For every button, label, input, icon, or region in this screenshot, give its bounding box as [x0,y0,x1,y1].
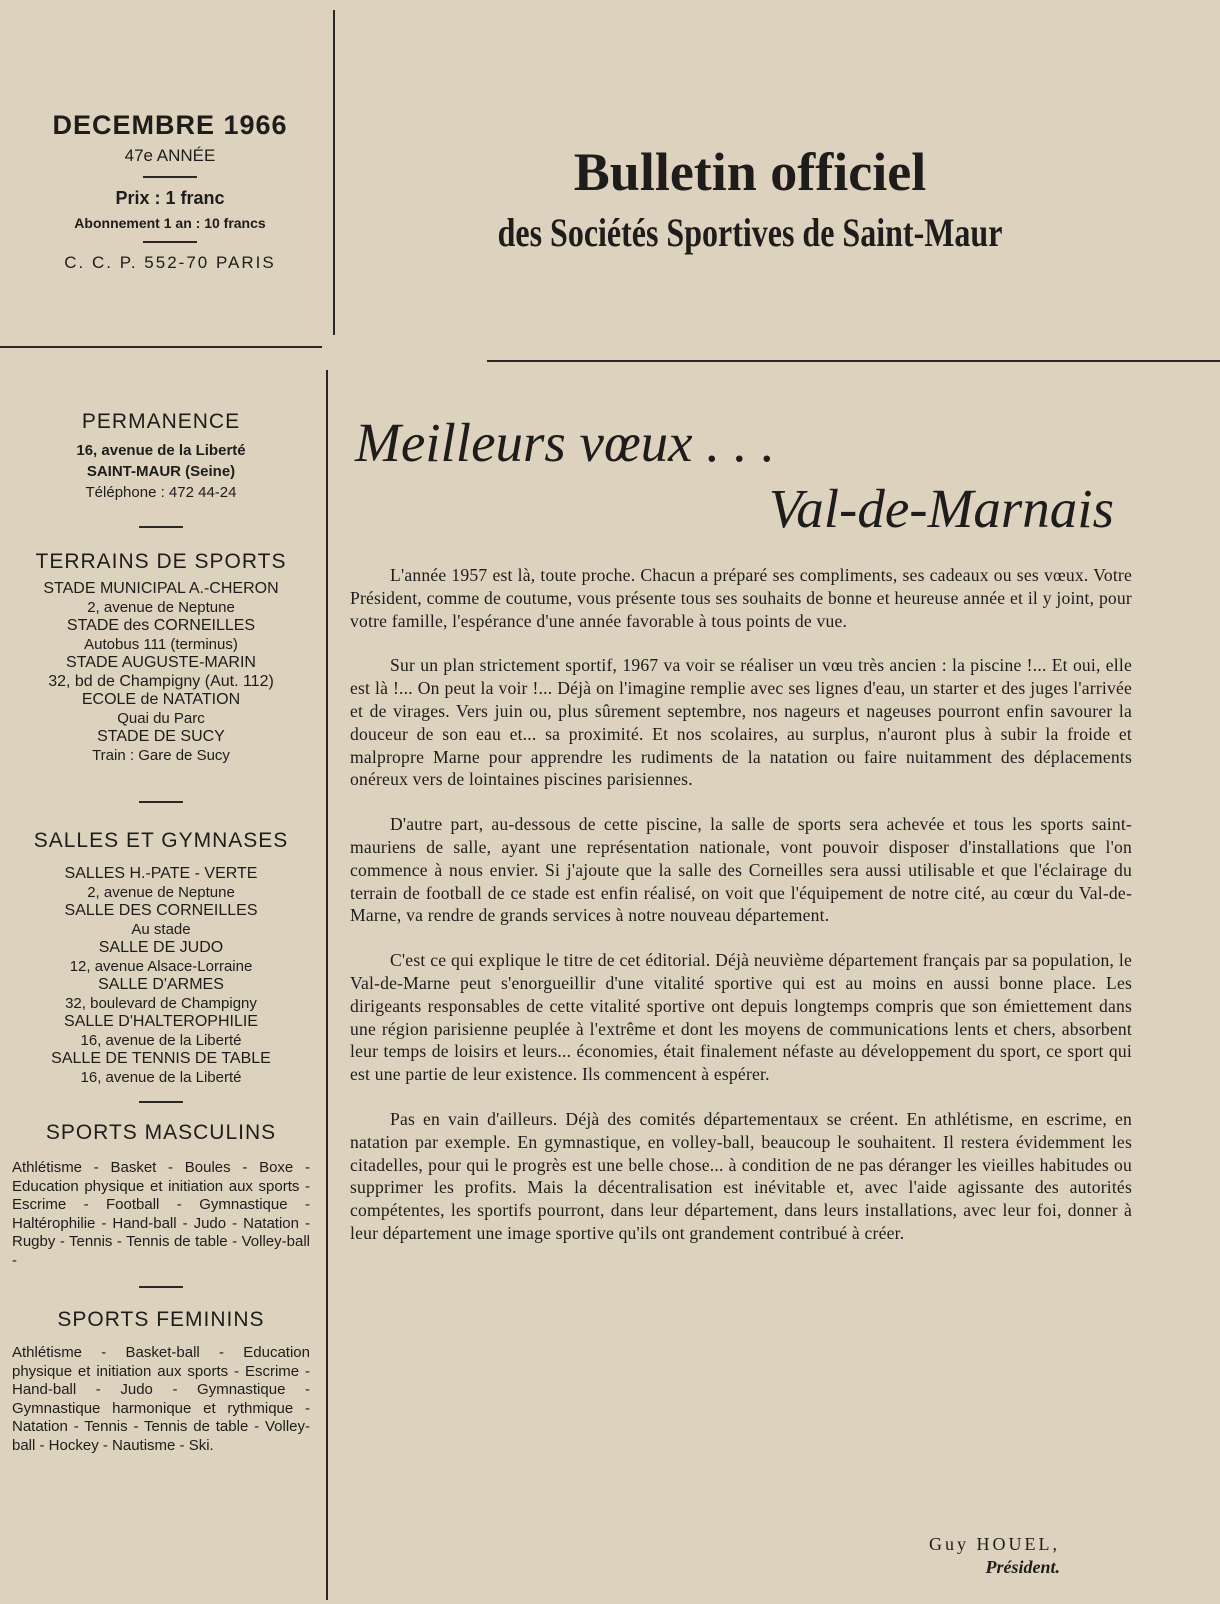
sidebar-line: 16, avenue de la Liberté [76,442,246,459]
article-paragraph: Sur un plan strictement sportif, 1967 va voir se réaliser un vœu très ancien : la piscine !... Et oui, elle est là !... On peut la voir !... Déjà on l'imagine remplie avec ses lignes d'eau, un starter et des juges l'arrivée et de virages. Vers juin ou, plus sûrement septembre, nos nageurs et nageuses pourront enfin savourer la douceur de son eau et... sa proximité. Et nos scolaires, au surplus, n'auront plus à subir la froide et malpropre Marne pour apprendre les rudiments de la natation ou faire nuitamment des déplacements onéreux vers de lointaines piscines parisiennes. [350,655,1132,790]
sidebar-line: STADE MUNICIPAL A.-CHERON [43,580,279,597]
sidebar-line: Téléphone : 472 44-24 [85,484,237,501]
masthead-rule-right [487,360,1220,362]
masthead-info [20,108,320,273]
sidebar-line: SALLE DE JUDO [98,939,224,956]
divider [139,1286,183,1288]
headline-main: Meilleurs vœux . . . [355,412,776,473]
permanence-heading: PERMANENCE [81,410,241,433]
divider [143,176,197,178]
bulletin-title: Bulletin officiel [573,142,927,202]
sidebar-line: SALLE DES CORNEILLES [64,902,258,919]
sidebar-line: Quai du Parc [117,709,205,727]
article-paragraph: D'autre part, au-dessous de cette piscine, la salle de sports sera achevée et tous les sports saint-mauriens de salle, ayant une représentation nationale, vont pouvoir disposer d'installations que l'on commence à nous envier. Si j'ajoute que la salle des Corneilles sera aussi utilisable et que l'éclairage du terrain de football de ce stade est enfin réalisé, on voit que l'équipement de notre cité, au cœur du Val-de-Marne, va rendre de grands services à notre nouveau département. [350,814,1132,926]
ccp-account: C. C. P. 552-70 PARIS [64,253,276,272]
sidebar-line: STADE des CORNEILLES [66,617,256,634]
headline-secondary: Val-de-Marnais [768,478,1114,539]
issue-date: DECEMBRE 1966 [52,110,288,140]
masculins-list: Athlétisme - Basket - Boules - Boxe - Education physique et initiation aux sports - Escrime - Football - Gymnastique - Haltérophilie - Hand-ball - Judo - Natation - Rugby - Tennis - Tennis de table - Volley-ball - [12,1159,310,1269]
masthead-divider [333,10,335,335]
issue-price: Prix : 1 franc [115,188,225,208]
terrains-heading: TERRAINS DE SPORTS [35,550,287,573]
article-paragraph: L'année 1957 est là, toute proche. Chacun a préparé ses compliments, ses cadeaux ou ses vœux. Votre Président, comme de coutume, vous présente tous ses souhaits de bonne et heureuse année et il y joint, pour votre famille, l'espérance d'une année favorable à tous points de vue. [350,565,1132,631]
sidebar [10,408,312,1455]
masthead-title [340,140,1160,258]
signature [929,1532,1060,1578]
sidebar-line: 16, avenue de la Liberté [80,1031,242,1049]
editorial [350,412,1132,1267]
article-body [350,564,1132,1245]
sidebar-line: Train : Gare de Sucy [92,746,230,764]
salles-heading: SALLES ET GYMNASES [33,829,289,852]
issue-year: 47e ANNÉE [124,146,216,165]
sidebar-line: 32, boulevard de Champigny [65,994,257,1012]
sidebar-line: Au stade [131,920,191,938]
divider [139,1101,183,1103]
signature-name: Guy HOUEL, [929,1534,1060,1554]
divider [143,241,197,243]
article-paragraph: Pas en vain d'ailleurs. Déjà des comités départementaux se créent. En athlétisme, en escrime, en natation par exemple. En gymnastique, en volley-ball, beaucoup le souhaitent. Il restera évidemment les citadelles, pour qui le progrès est une belle chose... à condition de ne pas déranger les vieilles habitudes ou supprimer les profits. Mais la décentralisation est inévitable et, avec l'aide agissante des autorités compétentes, les sportifs pourront, dans leur département, dans leurs installations, avec leur foi, donner à leur département une image sportive qu'ils ont grandement contribué à créer. [350,1108,1132,1243]
sidebar-line: SALLES H.-PATE - VERTE [64,865,258,882]
feminins-list: Athlétisme - Basket-ball - Education physique et initiation aux sports - Escrime - Hand-ball - Judo - Gymnastique - Gymnastique harmonique et rythmique - Natation - Tennis - Tennis de table - Volley-ball - Hockey - Nautisme - Ski. [12,1344,310,1454]
sidebar-line: 2, avenue de Neptune [87,598,235,616]
sidebar-line: 12, avenue Alsace-Lorraine [69,957,253,975]
divider [139,526,183,528]
signature-title: Président. [985,1557,1060,1577]
sidebar-line: 32, bd de Champigny (Aut. 112) [48,672,274,690]
bulletin-subtitle: des Sociétés Sportives de Saint-Maur [497,210,1003,255]
masthead-rule-left [0,346,322,348]
divider [139,801,183,803]
sidebar-line: SALLE DE TENNIS DE TABLE [51,1050,271,1067]
sidebar-line: 16, avenue de la Liberté [80,1068,242,1086]
article-paragraph: C'est ce qui explique le titre de cet éditorial. Déjà neuvième département français par sa population, le Val-de-Marne peut s'enorgueillir d'une vitalité sportive qui est au moins en aussi bonne place. Les dirigeants responsables de cette vitalité sportive ont depuis longtemps compris que son émiettement dans une région parisienne peuplée à l'extrême et dont les moyens de communications lents et chers, absorbent leur temps de loisirs et leurs... économies, était finalement néfaste au développement du sport, ce sport qui est une partie de leur existence. Ils commencent à espérer. [350,950,1132,1085]
sidebar-line: SALLE D'HALTEROPHILIE [64,1013,258,1030]
sidebar-line: STADE AUGUSTE-MARIN [66,654,256,671]
sidebar-line: SAINT-MAUR (Seine) [86,463,236,480]
sidebar-line: ECOLE de NATATION [81,691,241,708]
sidebar-line: SALLE D'ARMES [98,976,224,993]
sidebar-line: 2, avenue de Neptune [87,883,235,901]
sidebar-line: Autobus 111 (terminus) [84,635,238,653]
subscription-price: Abonnement 1 an : 10 francs [74,215,266,231]
feminins-heading: SPORTS FEMININS [57,1308,265,1331]
sidebar-line: STADE DE SUCY [97,728,225,745]
column-divider [326,370,328,1600]
masculins-heading: SPORTS MASCULINS [45,1121,277,1144]
